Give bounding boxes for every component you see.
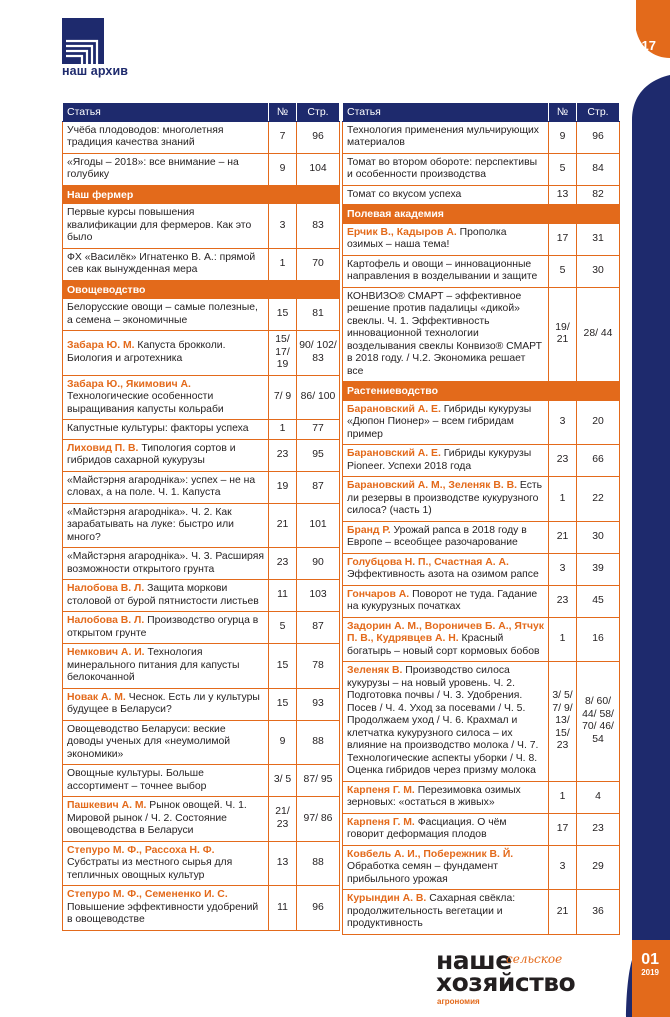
article-title: Сахарная свёкла: продолжительность вегетации и продуктивность — [347, 893, 516, 929]
article-title: Рынок овощей. Ч. 1. Мировой рынок / Ч. 2. Состояние овощеводства в Беларуси — [67, 800, 247, 836]
issue-number-cell: 5 — [269, 612, 297, 644]
issue-number-cell: 1 — [269, 420, 297, 440]
table-row — [343, 445, 620, 477]
issue-number-cell: 1 — [549, 477, 577, 522]
article-author: Степуро М. Ф., Семененко И. С. — [67, 889, 228, 900]
table-row — [343, 553, 620, 585]
issue-number-cell: 15 — [269, 688, 297, 720]
table-row — [63, 503, 340, 548]
article-cell — [63, 548, 269, 580]
page-number-cell: 45 — [577, 585, 620, 617]
issue-number-cell: 21/ 23 — [269, 797, 297, 842]
issue-number-cell: 7/ 9 — [269, 375, 297, 420]
article-title: Овощеводство Беларуси: веские доводы ученых для «неумолимой экономики» — [67, 723, 231, 760]
article-cell — [343, 477, 549, 522]
article-title: Капуста брокколи. Биология и агротехника — [67, 340, 226, 364]
article-title: Прополка озимых – наша тема! — [347, 226, 507, 250]
article-title: ФХ «Василёк» Игнатенко В. А.: прямой сев как вынужденная мера — [67, 251, 256, 275]
section-heading: Овощеводство — [63, 280, 340, 299]
article-cell — [343, 287, 549, 382]
article-author: Забара Ю., Якимович А. — [67, 378, 191, 390]
table-row — [343, 845, 620, 890]
brand-line-1: наше — [436, 946, 512, 975]
article-cell — [343, 445, 549, 477]
page-number-cell: 90/ 102/ 83 — [297, 331, 340, 376]
article-title: Томат во втором обороте: перспективы и особенности производства — [347, 156, 538, 180]
archive-logo-icon — [62, 18, 104, 64]
table-row — [63, 765, 340, 797]
issue-number-cell: 13 — [549, 185, 577, 205]
page-number-cell: 86/ 100 — [297, 375, 340, 420]
table-row — [63, 720, 340, 765]
table-row — [343, 662, 620, 782]
issue-number-cell: 15 — [269, 299, 297, 331]
page-number-cell: 20 — [577, 400, 620, 445]
table-row — [63, 841, 340, 886]
table-row — [63, 580, 340, 612]
issue-number-cell: 17 — [549, 813, 577, 845]
page-number-cell: 82 — [577, 185, 620, 205]
article-author: Барановский А. Е. — [347, 403, 441, 415]
article-cell — [63, 765, 269, 797]
table-row — [63, 248, 340, 280]
article-cell — [343, 553, 549, 585]
article-cell — [343, 223, 549, 255]
issue-number-cell: 15 — [269, 644, 297, 689]
article-cell — [63, 503, 269, 548]
page-number-cell: 31 — [577, 223, 620, 255]
article-cell — [343, 781, 549, 813]
article-cell — [343, 890, 549, 935]
article-cell — [63, 204, 269, 249]
section-heading-row — [343, 382, 620, 401]
article-title: «Майстэрня агароднiка». Ч. 3. Расширяя возможности открытого грунта — [67, 551, 264, 575]
table-row — [343, 121, 620, 153]
header-page: Стр. — [297, 103, 340, 122]
article-author: Ерчик В., Кадыров А. — [347, 226, 457, 238]
article-cell — [63, 886, 269, 931]
article-title: Гибриды кукурузы «Дюпон Пионер» – всем гибридам пример — [347, 403, 532, 440]
sidebar-decoration — [618, 0, 670, 1017]
issue-number-cell: 9 — [269, 720, 297, 765]
table-row — [343, 153, 620, 185]
article-title: Защита моркови столовой от бурой пятнистости листьев — [67, 583, 259, 607]
article-cell — [63, 248, 269, 280]
page-number-cell: 8/ 60/ 44/ 58/ 70/ 46/ 54 — [577, 662, 620, 782]
header-number: № — [269, 103, 297, 122]
page-number-cell: 103 — [297, 580, 340, 612]
issue-number-cell: 3/ 5/ 7/ 9/ 13/ 15/ 23 — [549, 662, 577, 782]
article-cell — [343, 845, 549, 890]
article-author: Пашкевич А. М. — [67, 800, 147, 811]
issue-number-cell: 23 — [269, 439, 297, 471]
table-row — [63, 121, 340, 153]
table-header-row — [343, 103, 620, 122]
article-title: Субстраты из местного сырья для тепличных овощных культур — [67, 857, 233, 881]
issue-number-cell: 3 — [549, 845, 577, 890]
article-cell — [63, 688, 269, 720]
article-author: Барановский А. Е. — [347, 448, 441, 459]
issue-number-cell: 1 — [549, 617, 577, 662]
toc-table-left — [62, 102, 340, 931]
article-title: Повышение эффективности удобрений в овощеводстве — [67, 901, 259, 925]
article-cell — [343, 255, 549, 287]
article-title: Гибриды кукурузы Pioneer. Успехи 2018 года — [347, 448, 532, 472]
section-brand: наш архив — [62, 64, 129, 78]
issue-number-cell: 11 — [269, 580, 297, 612]
issue-number-cell: 23 — [269, 548, 297, 580]
table-row — [63, 375, 340, 420]
issue-number-cell: 9 — [549, 121, 577, 153]
article-cell — [343, 813, 549, 845]
page-number-cell: 81 — [297, 299, 340, 331]
table-header-row — [63, 103, 340, 122]
article-title: КОНВИЗО® СМАРТ – эффективное решение против падалицы «дикой» свеклы. Ч. 1. Эффективность инновационной технологии возделывания свеклы Конвизо® СМАРТ в 2018 году. / Ч.2. Экономика решает все — [347, 290, 542, 377]
article-title: Красный богатырь – новый сорт кормовых бобов — [347, 633, 540, 657]
magazine-logo — [436, 946, 606, 1006]
article-title: Белорусские овощи – самые полезные, а семена – экономичные — [67, 302, 258, 326]
article-cell — [63, 331, 269, 376]
page-number-cell: 78 — [297, 644, 340, 689]
header-number: № — [549, 103, 577, 122]
article-title: Есть ли резервы в производстве кукурузного силоса? (часть 1) — [347, 480, 543, 516]
header-article: Статья — [63, 103, 269, 122]
page-number-cell: 88 — [297, 720, 340, 765]
table-row — [63, 439, 340, 471]
article-author: Карпеня Г. М. — [347, 816, 415, 828]
article-author: Гончаров А. — [347, 588, 410, 600]
issue-number-cell: 11 — [269, 886, 297, 931]
article-cell — [63, 153, 269, 185]
header-page: Стр. — [577, 103, 620, 122]
table-row — [63, 644, 340, 689]
page-number-cell: 30 — [577, 521, 620, 553]
table-row — [63, 299, 340, 331]
toc-right-body — [343, 121, 620, 934]
article-cell — [63, 439, 269, 471]
issue-number-cell: 3 — [549, 400, 577, 445]
table-row — [343, 781, 620, 813]
table-row — [343, 255, 620, 287]
article-cell — [343, 617, 549, 662]
article-title: Производство огурца в открытом грунте — [67, 615, 259, 639]
page-number-cell: 97/ 86 — [297, 797, 340, 842]
article-cell — [63, 375, 269, 420]
article-title: Овощные культуры. Больше ассортимент – точнее выбор — [67, 768, 207, 792]
issue-number-cell: 13 — [269, 841, 297, 886]
article-title: Технология применения мульчирующих материалов — [347, 124, 539, 148]
page-number-cell: 77 — [297, 420, 340, 440]
page-number-cell: 30 — [577, 255, 620, 287]
article-title: Урожай рапса в 2018 году в Европе – всеобщее разочарование — [347, 524, 527, 548]
brand-subtitle: агрономия — [437, 997, 480, 1006]
article-title: Капустные культуры: факторы успеха — [67, 423, 249, 434]
issue-number-cell: 5 — [549, 153, 577, 185]
table-row — [343, 890, 620, 935]
article-author: Новак А. М. — [67, 691, 126, 703]
table-row — [343, 813, 620, 845]
issue-number-cell: 21 — [269, 503, 297, 548]
page-number-cell: 88 — [297, 841, 340, 886]
page-number-cell: 22 — [577, 477, 620, 522]
article-title: Технологические особенности выращивания капусты кольраби — [67, 391, 224, 415]
issue-year: 2019 — [641, 968, 659, 977]
article-title: Обработка семян – фундамент прибыльного урожая — [347, 861, 498, 885]
toc-left-body — [63, 121, 340, 930]
table-row — [343, 477, 620, 522]
article-title: Первые курсы повышения квалификации для фермеров. Как это было — [67, 207, 252, 243]
article-cell — [63, 644, 269, 689]
issue-number-cell: 21 — [549, 890, 577, 935]
article-cell — [63, 471, 269, 503]
section-heading-row — [63, 185, 340, 204]
page-number-cell: 96 — [297, 121, 340, 153]
article-title: «Ягоды – 2018»: все внимание – на голубику — [67, 156, 239, 180]
article-cell — [63, 720, 269, 765]
section-heading-row — [63, 280, 340, 299]
issue-number-cell: 9 — [269, 153, 297, 185]
article-cell — [343, 585, 549, 617]
table-row — [343, 223, 620, 255]
article-cell — [343, 121, 549, 153]
article-author: Немкович А. И. — [67, 647, 145, 658]
issue-number-cell: 1 — [269, 248, 297, 280]
table-row — [343, 585, 620, 617]
article-author: Зеленяк В. — [347, 665, 403, 676]
page-number-cell: 90 — [297, 548, 340, 580]
article-author: Ковбель А. И., Побережник В. Й. — [347, 848, 514, 860]
article-title: Производство силоса кукурузы – на новый уровень. Ч. 2. Подготовка почвы / Ч. 3. Удобрения. Посев / Ч. 4. Уход за посевами / Ч. 5. Продолжаем уход / Ч. 6. Крахмал и клетчатка кукурузного силоса – их влияние на производство молока / Ч. 7. Технологические аспекты уборки / Ч. 8. Оценка гибридов через призму молока — [347, 665, 539, 776]
article-cell — [63, 121, 269, 153]
issue-number-cell: 1 — [549, 781, 577, 813]
section-heading-row — [343, 205, 620, 224]
page-number-cell: 104 — [297, 153, 340, 185]
brand-line-3: хозяйство — [436, 968, 576, 997]
article-author: Налобова В. Л. — [67, 583, 145, 594]
table-row — [343, 400, 620, 445]
table-row — [343, 185, 620, 205]
page-number-cell: 16 — [577, 617, 620, 662]
issue-number-cell: 3 — [269, 204, 297, 249]
page-number-cell: 36 — [577, 890, 620, 935]
issue-number-cell: 17 — [549, 223, 577, 255]
page-number-cell: 66 — [577, 445, 620, 477]
article-author: Степуро М. Ф., Рассоха Н. Ф. — [67, 844, 215, 856]
issue-number-cell: 15/ 17/ 19 — [269, 331, 297, 376]
table-row — [63, 797, 340, 842]
article-author: Налобова В. Л. — [67, 615, 145, 626]
issue-number-cell: 19 — [269, 471, 297, 503]
page-number-cell: 23 — [577, 813, 620, 845]
article-author: Задорин А. М., Вороничев Б. А., Ятчук П. В., Кудрявцев А. Н. — [347, 620, 544, 644]
article-cell — [63, 612, 269, 644]
page-number-cell: 95 — [297, 439, 340, 471]
article-title: Типология сортов и гибридов сахарной кукурузы — [67, 442, 236, 466]
issue-number-cell: 3/ 5 — [269, 765, 297, 797]
page-number-cell: 70 — [297, 248, 340, 280]
page-number-cell: 87/ 95 — [297, 765, 340, 797]
article-cell — [343, 153, 549, 185]
article-cell — [343, 185, 549, 205]
toc-table-right — [342, 102, 620, 935]
article-title: Фасциация. О чём говорит деформация плодов — [347, 816, 507, 840]
header-article: Статья — [343, 103, 549, 122]
article-author: Голубцова Н. П., Счастная А. А. — [347, 556, 509, 568]
article-author: Барановский А. М., Зеленяк В. В. — [347, 480, 517, 491]
page-number-cell: 39 — [577, 553, 620, 585]
article-cell — [63, 420, 269, 440]
article-title: Поворот не туда. Гадание на кукурузных початках — [347, 588, 538, 612]
table-row — [343, 521, 620, 553]
page-number-cell: 87 — [297, 471, 340, 503]
table-row — [63, 471, 340, 503]
article-title: Перезимовка озимых зерновых: «остаться в живых» — [347, 784, 521, 808]
page-number-cell: 93 — [297, 688, 340, 720]
article-title: «Майстэрня агароднiка»: успех – не на словах, а на поле. Ч. 1. Капуста — [67, 474, 256, 498]
table-row — [343, 287, 620, 382]
page-number-cell: 101 — [297, 503, 340, 548]
table-row — [63, 688, 340, 720]
page-number-cell: 84 — [577, 153, 620, 185]
issue-number-cell: 23 — [549, 585, 577, 617]
section-heading: Наш фермер — [63, 185, 340, 204]
article-author: Лиховид П. В. — [67, 442, 139, 454]
toc-left-column — [62, 102, 339, 931]
table-row — [63, 886, 340, 931]
article-author: Карпеня Г. М. — [347, 784, 415, 796]
article-cell — [63, 841, 269, 886]
table-row — [343, 617, 620, 662]
issue-number-cell: 7 — [269, 121, 297, 153]
article-title: Чеснок. Есть ли у культуры будущее в Беларуси? — [67, 691, 260, 715]
issue-number-cell: 23 — [549, 445, 577, 477]
article-cell — [343, 521, 549, 553]
page-number-cell: 96 — [577, 121, 620, 153]
article-author: Бранд Р. — [347, 524, 391, 536]
table-row — [63, 204, 340, 249]
brand-line-2: сельское — [506, 952, 563, 966]
article-title: Томат со вкусом успеха — [347, 188, 462, 200]
issue-number-cell: 5 — [549, 255, 577, 287]
article-cell — [63, 797, 269, 842]
article-cell — [63, 580, 269, 612]
article-title: Учёба плодоводов: многолетняя традиция качества знаний — [67, 124, 224, 148]
article-cell — [63, 299, 269, 331]
toc-right-column — [342, 102, 619, 935]
article-title: Технология минерального питания для капусты белокочанной — [67, 647, 240, 683]
page-number-cell: 4 — [577, 781, 620, 813]
page-number-cell: 96 — [297, 886, 340, 931]
issue-number-cell: 19/ 21 — [549, 287, 577, 382]
page-number-cell: 83 — [297, 204, 340, 249]
article-title: Эффективность азота на озимом рапсе — [347, 569, 539, 580]
page-number-cell: 28/ 44 — [577, 287, 620, 382]
page-number: 117 — [635, 38, 656, 53]
article-title: Картофель и овощи – инновационные направления в возделывании и защите — [347, 258, 538, 282]
article-cell — [343, 662, 549, 782]
page-number-cell: 29 — [577, 845, 620, 890]
article-title: «Майстэрня агароднiка». Ч. 2. Как зарабатывать на луке: быстро или много? — [67, 506, 234, 543]
table-row — [63, 548, 340, 580]
table-row — [63, 331, 340, 376]
article-author: Курындин А. В. — [347, 893, 427, 904]
issue-number-cell: 3 — [549, 553, 577, 585]
table-row — [63, 612, 340, 644]
issue-number: 01 — [641, 951, 659, 968]
table-row — [63, 153, 340, 185]
section-heading: Полевая академия — [343, 205, 620, 224]
page-number-cell: 87 — [297, 612, 340, 644]
section-heading: Растениеводство — [343, 382, 620, 401]
article-author: Забара Ю. М. — [67, 340, 135, 352]
article-cell — [343, 400, 549, 445]
table-row — [63, 420, 340, 440]
issue-badge — [641, 952, 659, 978]
issue-number-cell: 21 — [549, 521, 577, 553]
